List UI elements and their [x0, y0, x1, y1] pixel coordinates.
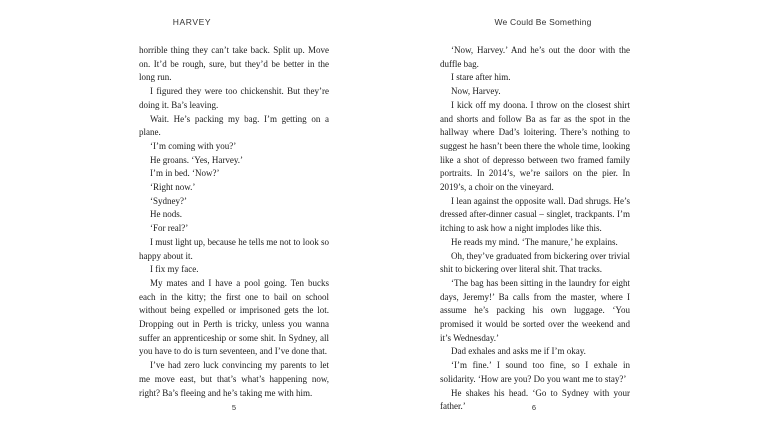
paragraph: ‘Right now.’ — [150, 182, 196, 193]
paragraph: Wait. He’s packing my bag. I’m getting on a plane. — [139, 113, 329, 138]
page-number: 6 — [531, 403, 537, 412]
paragraph: My mates and I have a pool going. Ten bucks each in the kitty; the first one to bail on school without being expelled or imprisoned gets the lot. Dropping out in Perth is tricky, unless you wanna suffer an apprenticeship or some shit. In Sydney, all you have to do is turn seventeen, and I’ve done that. — [139, 277, 329, 357]
page-number: 5 — [231, 403, 237, 412]
paragraph: ‘For real?’ — [150, 223, 189, 234]
right-page-text — [440, 44, 630, 414]
paragraph: horrible thing they can’t take back. Split up. Move on. It’d be rough, sure, but they’d be better in the long run. — [139, 45, 329, 83]
paragraph: Dad exhales and asks me if I’m okay. — [451, 346, 586, 357]
paragraph: ‘The bag has been sitting in the laundry for eight days, Jeremy!’ Ba calls from the master, where I assume he’s packing his own luggage. ‘You promised it would be sorted over the weekend and it’s Wednesday.’ — [440, 277, 630, 343]
paragraph: I’ve had zero luck convincing my parents to let me move east, but that’s what’s happening now, right? Ba’s fleeing and he’s taking me with him. — [139, 360, 329, 398]
paragraph: He groans. ‘Yes, Harvey.’ — [150, 154, 243, 165]
running-head-author: HARVEY — [172, 17, 212, 27]
paragraph: ‘I’m fine.’ I sound too fine, so I exhale in solidarity. ‘How are you? Do you want me to stay?’ — [440, 360, 630, 384]
right-page — [384, 0, 768, 432]
paragraph: ‘I’m coming with you?’ — [150, 140, 237, 151]
paragraph: He reads my mind. ‘The manure,’ he explains. — [451, 236, 618, 247]
left-page-text — [139, 44, 329, 400]
paragraph: Oh, they’ve graduated from bickering over trivial shit to bickering over literal shit. That tracks. — [440, 250, 630, 275]
running-head-title: We Could Be Something — [494, 17, 592, 27]
paragraph: ‘Now, Harvey.’ And he’s out the door with the duffle bag. — [440, 45, 630, 69]
paragraph: He nods. — [150, 209, 182, 220]
paragraph: I fix my face. — [150, 264, 199, 275]
paragraph: He shakes his head. ‘Go to Sydney with your father.’ — [440, 387, 630, 412]
paragraph: I lean against the opposite wall. Dad shrugs. He’s dressed after-dinner casual – singlet, trackpants. I’m itching to ask how a night implodes like this. — [440, 195, 630, 234]
paragraph: I kick off my doona. I throw on the closest shirt and shorts and follow Ba as far as the spot in the hallway where Dad’s loitering. There’s nothing to suggest he hasn’t been there the whole time, looking like a shot of depresso between two framed family portraits. In 2014’s, we’re sailors on the pier. In 2019’s, a choir on the vineyard. — [440, 99, 630, 193]
paragraph: I must light up, because he tells me not to look so happy about it. — [139, 236, 329, 261]
paragraph: I’m in bed. ‘Now?’ — [150, 168, 220, 179]
paragraph: I figured they were too chickenshit. But they’re doing it. Ba’s leaving. — [139, 86, 329, 110]
paragraph: I stare after him. — [451, 72, 511, 83]
paragraph: Now, Harvey. — [451, 86, 501, 97]
paragraph: ‘Sydney?’ — [150, 195, 187, 206]
